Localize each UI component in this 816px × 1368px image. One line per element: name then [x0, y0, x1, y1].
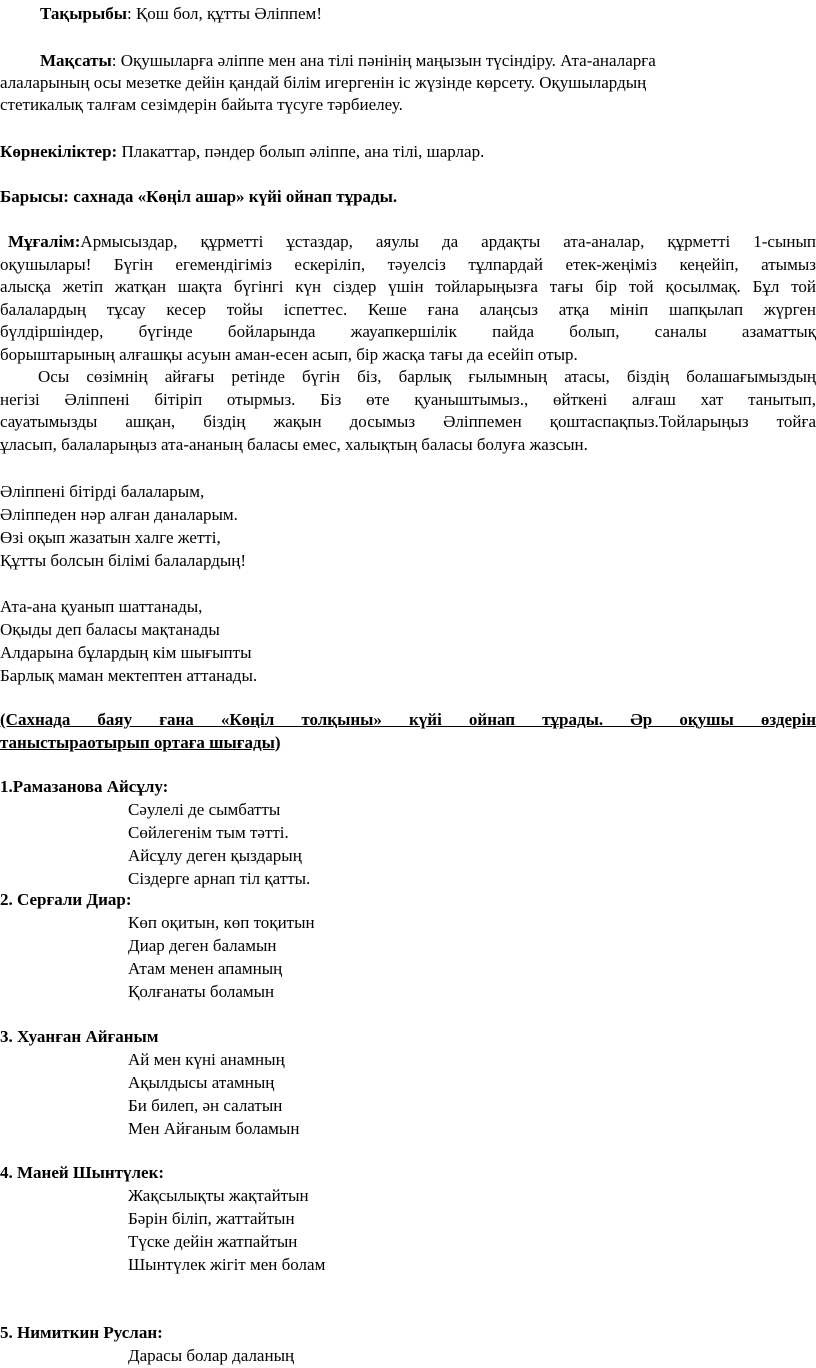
- student-name: 3. Хуанған Айғаным: [0, 1027, 159, 1046]
- stage-note-line-2: таныстыраотырып ортаға шығады): [0, 732, 281, 752]
- student-verse-line: Би билеп, ән салатын: [128, 1096, 283, 1115]
- student-verse-line: Түске дейін жатпайтын: [128, 1232, 298, 1251]
- poem1-line: Құтты болсын білімі балалардың!: [0, 551, 247, 570]
- topic-text: : Қош бол, құтты Әліппем!: [126, 4, 322, 23]
- teacher-text-3: балалардың тұсау кесер тойы іспеттес. Кеше ғана алаңсыз атқа мініп шапқылап жүрген: [0, 299, 816, 319]
- topic-label: Тақырыбы: [40, 4, 127, 23]
- poem2-line: Ата-ана қуанып шаттанады,: [0, 597, 203, 616]
- process-heading: Барысы: сахнада «Көңіл ашар» күйі ойнап тұрады.: [0, 187, 398, 206]
- aim-line-1: [40, 50, 656, 72]
- student-verse-line: Жақсылықты жақтайтын: [128, 1186, 309, 1205]
- student-verse-line: Қолғанаты боламын: [128, 982, 275, 1001]
- aim-label: Мақсаты: [40, 51, 112, 70]
- student-verse-line: Атам менен апамның: [128, 959, 283, 978]
- stage-note: [0, 709, 816, 754]
- teacher-text-9: ұласып, балаларыңыз ата-ананың баласы емес, халықтың баласы болуға жазсын.: [0, 434, 588, 454]
- teacher-text-0: Армысыздар, құрметті ұстаздар, аяулы да ардақты ата-аналар, құрметті 1-сынып: [80, 232, 816, 251]
- teacher-text-6: Осы сөзімнің айғағы ретінде бүгін біз, барлық ғылымның атасы, біздің болашағымыздың: [38, 367, 816, 386]
- stage-note-line-1: (Сахнада баяу ғана «Көңіл толқыны» күйі ойнап тұрады. Әр оқушы өздерін: [0, 710, 816, 729]
- student-verse-line: Сіздерге арнап тіл қатты.: [128, 869, 311, 888]
- student-verse-line: Айсұлу деген қыздарың: [128, 846, 302, 865]
- student-name: 4. Маней Шынтүлек:: [0, 1163, 165, 1182]
- teacher-label: Мұғалім:: [8, 232, 81, 251]
- teacher-text-8: сауатымызды ашқан, біздің жақын досымыз Әліппемен қоштаспақпыз.Тойларыңыз тойға: [0, 412, 816, 431]
- poem2-line: Оқыды деп баласы мақтанады: [0, 620, 220, 639]
- teacher-text-5: борыштарының алғашқы асуын аман-есен асып, бір жасқа тағы да есейіп отыр.: [0, 344, 578, 364]
- student-verse-line: Көп оқитын, көп тоқитын: [128, 913, 315, 932]
- poem2-line: Алдарына бұлардың кім шығыпты: [0, 643, 252, 662]
- teacher-text-7: негізі Әліппені бітіріп отырмыз. Біз өте қуаныштымыз., өйткені алғаш хат танытып,: [0, 389, 816, 409]
- visuals-line: [0, 141, 484, 163]
- teacher-text-1: оқушылары! Бүгін егемендігіміз ескеріліп, тәуелсіз тұлпардай етек-жеңіміз кеңейіп, атымыз: [0, 254, 816, 274]
- student-verse-line: Бәрін біліп, жаттайтын: [128, 1209, 295, 1228]
- topic-line: [40, 3, 322, 25]
- aim-text-1: : Оқушыларға әліппе мен ана тілі пәнінің маңызын түсіндіру. Ата-аналарға: [111, 51, 656, 70]
- student-verse-line: Сөйлегенім тым тәтті.: [128, 823, 289, 842]
- poem1-line: Өзі оқып жазатын халге жетті,: [0, 528, 221, 547]
- student-verse-line: Диар деген баламын: [128, 936, 277, 955]
- aim-line-2: алаларының осы мезетке дейін қандай білім игергенін іс жүзінде көрсету. Оқушылардың: [0, 73, 647, 92]
- teacher-line-first: [0, 231, 816, 254]
- student-name: 5. Нимиткин Руслан:: [0, 1323, 163, 1342]
- visuals-text: Плакаттар, пәндер болып әліппе, ана тілі, шарлар.: [117, 142, 485, 161]
- teacher-paragraph-1: [0, 231, 816, 366]
- student-verse-line: Ай мен күні анамның: [128, 1050, 285, 1069]
- poem1-line: Әліппені бітірді балаларым,: [0, 482, 205, 501]
- visuals-label: Көрнекіліктер:: [0, 142, 118, 161]
- student-verse-line: Шынтүлек жігіт мен болам: [128, 1255, 326, 1274]
- poem2-line: Барлық маман мектептен аттанады.: [0, 666, 258, 685]
- student-verse-line: Ақылдысы атамның: [128, 1073, 275, 1092]
- teacher-text-2: алысқа жетіп жатқан шақта бүгінгі күн сіздер үшін тойларыңызға тағы бір той қосылмақ. Бұл той: [0, 277, 816, 296]
- poem1-line: Әліппеден нәр алған даналарым.: [0, 505, 238, 524]
- student-verse-line: Мен Айғаным боламын: [128, 1119, 300, 1138]
- teacher-paragraph-2: [0, 366, 816, 456]
- student-verse-line: Дарасы болар даланың: [128, 1346, 295, 1365]
- teacher-text-4: бүлдіршіндер, бүгінде бойларында жауапкершілік пайда болып, саналы азаматтық: [0, 322, 816, 341]
- student-verse-line: Сәулелі де сымбатты: [128, 800, 281, 819]
- student-name: 2. Серғали Диар:: [0, 890, 132, 909]
- student-name: 1.Рамазанова Айсұлу:: [0, 777, 169, 796]
- aim-line-3: стетикалық талғам сезімдерін байыта түсуге тәрбиелеу.: [0, 95, 403, 114]
